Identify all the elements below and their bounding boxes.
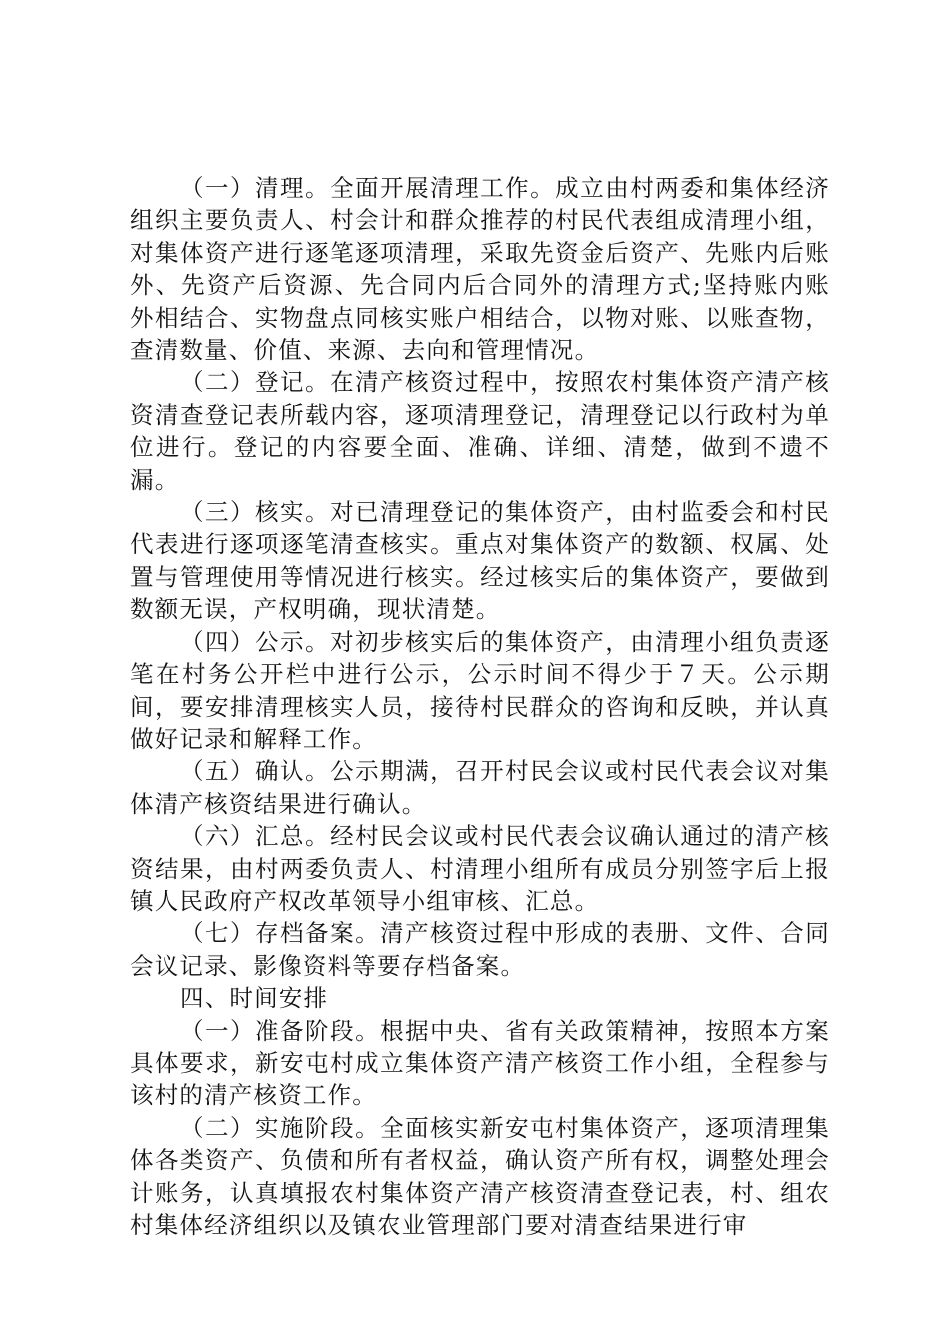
paragraph-summary: （六）汇总。经村民会议或村民代表会议确认通过的清产核资结果，由村两委负责人、村清理小组所有成员分别签字后上报镇人民政府产权改革领导小组审核、汇总。 xyxy=(130,822,830,915)
paragraph-implementation-stage: （二）实施阶段。全面核实新安屯村集体资产，逐项清理集体各类资产、负债和所有者权益，确认资产所有权，调整处理会计账务，认真填报农村集体资产清产核资清查登记表，村、组农村集体经济组织以及镇农业管理部门要对清查结果进行审 xyxy=(130,1113,830,1239)
paragraph-publicity: （四）公示。对初步核实后的集体资产，由清理小组负责逐笔在村务公开栏中进行公示，公示时间不得少于７天。公示期间，要安排清理核实人员，接待村民群众的咨询和反映，并认真做好记录和解释工作。 xyxy=(130,627,830,753)
paragraph-registration: （二）登记。在清产核资过程中，按照农村集体资产清产核资清查登记表所载内容，逐项清理登记，清理登记以行政村为单位进行。登记的内容要全面、准确、详细、清楚，做到不遗不漏。 xyxy=(130,368,830,494)
paragraph-preparation-stage: （一）准备阶段。根据中央、省有关政策精神，按照本方案具体要求，新安屯村成立集体资产清产核资工作小组，全程参与该村的清产核资工作。 xyxy=(130,1016,830,1110)
paragraph-confirmation: （五）确认。公示期满，召开村民会议或村民代表会议对集体清产核资结果进行确认。 xyxy=(130,757,830,818)
paragraph-verification: （三）核实。对已清理登记的集体资产，由村监委会和村民代表进行逐项逐笔清查核实。重点对集体资产的数额、权属、处置与管理使用等情况进行核实。经过核实后的集体资产，要做到数额无误，产权明确，现状清楚。 xyxy=(130,498,830,624)
section-heading-schedule: 四、时间安排 xyxy=(180,984,329,1013)
paragraph-archiving: （七）存档备案。清产核资过程中形成的表册、文件、合同会议记录、影像资料等要存档备案。 xyxy=(130,919,830,980)
document-body xyxy=(130,172,830,1241)
paragraph-cleanup: （一）清理。全面开展清理工作。成立由村两委和集体经济组织主要负责人、村会计和群众推荐的村民代表组成清理小组，对集体资产进行逐笔逐项清理，采取先资金后资产、先账内后账外、先资产后资源、先合同内后合同外的清理方式;坚持账内账外相结合、实物盘点同核实账户相结合，以物对账、以账查物，查清数量、价值、来源、去向和管理情况。 xyxy=(130,174,830,365)
